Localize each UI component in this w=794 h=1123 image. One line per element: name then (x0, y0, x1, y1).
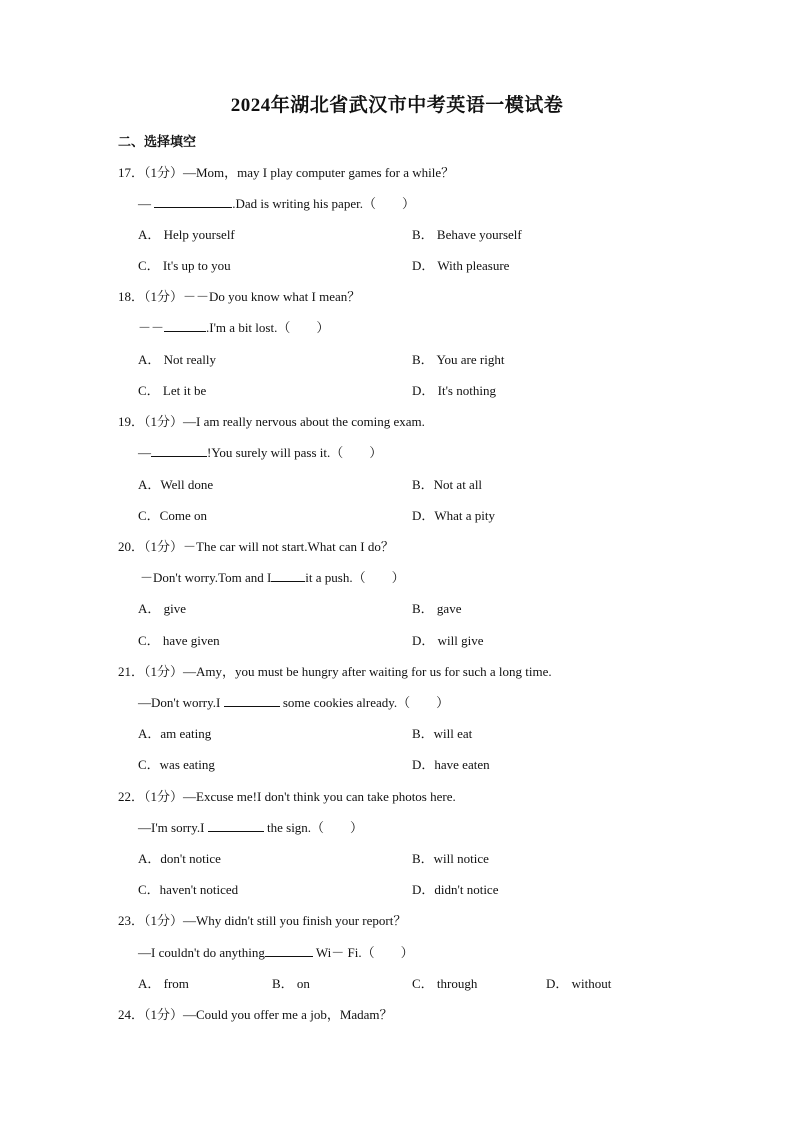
question-22-option-d[interactable]: D．didn't notice (412, 882, 499, 897)
question-23-option-d[interactable]: D． without (546, 976, 612, 991)
question-18-option-d[interactable]: D． It's nothing (412, 383, 496, 398)
question-21-option-d[interactable]: D．have eaten (412, 757, 490, 772)
question-23-stem: 23．（1分）—Why didn't still you finish your report？ (118, 913, 407, 928)
answer-blank (208, 819, 264, 832)
question-22-reply: —I'm sorry.I the sign.（ ） (138, 820, 364, 835)
question-21-stem: 21．（1分）—Amy，you must be hungry after waiting for us for such a long time. (118, 664, 552, 679)
question-21-option-c[interactable]: C．was eating (138, 757, 215, 772)
question-17-option-c[interactable]: C． It's up to you (138, 258, 231, 273)
section-heading: 二、选择填空 (118, 135, 197, 150)
question-22-option-a[interactable]: A．don't notice (138, 851, 221, 866)
question-19-option-a[interactable]: A．Well done (138, 477, 214, 492)
question-20-reply: －Don't worry.Tom and I it a push.（ ） (140, 570, 405, 585)
question-17-option-b[interactable]: B． Behave yourself (412, 227, 522, 242)
question-21-option-b[interactable]: B．will eat (412, 726, 473, 741)
question-17-option-a[interactable]: A． Help yourself (138, 227, 235, 242)
question-20-option-c[interactable]: C． have given (138, 633, 220, 648)
question-17-stem: 17．（1分）—Mom，may I play computer games for a while？ (118, 165, 455, 180)
question-20-option-a[interactable]: A． give (138, 601, 187, 616)
question-20-option-b[interactable]: B． gave (412, 601, 462, 616)
question-21-option-a[interactable]: A．am eating (138, 726, 212, 741)
page-title: 2024年湖北省武汉市中考英语一模试卷 (230, 95, 564, 116)
question-23-option-c[interactable]: C． through (412, 976, 478, 991)
question-19-reply: — !You surely will pass it.（ ） (138, 445, 383, 460)
question-18-option-b[interactable]: B． You are right (412, 352, 505, 367)
question-22-option-c[interactable]: C．haven't noticed (138, 882, 239, 897)
question-22-option-b[interactable]: B．will notice (412, 851, 489, 866)
question-18-option-a[interactable]: A． Not really (138, 352, 216, 367)
question-19-stem: 19．（1分）—I am really nervous about the coming exam. (118, 414, 425, 429)
answer-blank (271, 569, 305, 582)
question-23-option-b[interactable]: B． on (272, 976, 310, 991)
question-18-stem: 18．（1分）－－Do you know what I mean？ (118, 289, 361, 304)
question-21-reply: —Don't worry.I some cookies already.（ ） (138, 695, 450, 710)
question-19-option-c[interactable]: C．Come on (138, 508, 207, 523)
question-17-option-d[interactable]: D． With pleasure (412, 258, 510, 273)
question-20-option-d[interactable]: D． will give (412, 633, 484, 648)
question-18-option-c[interactable]: C． Let it be (138, 383, 207, 398)
answer-blank (224, 694, 280, 707)
question-20-stem: 20．（1分）－The car will not start.What can I do？ (118, 539, 394, 554)
answer-blank (154, 195, 232, 208)
question-18-reply: －－ .I'm a bit lost.（ ） (138, 320, 330, 335)
answer-blank (151, 444, 207, 457)
question-22-stem: 22．（1分）—Excuse me!I don't think you can take photos here. (118, 789, 456, 804)
question-19-option-b[interactable]: B．Not at all (412, 477, 483, 492)
answer-blank (164, 319, 206, 332)
question-24-stem: 24．（1分）—Could you offer me a job，Madam？ (118, 1007, 393, 1022)
answer-blank (265, 944, 313, 957)
question-23-option-a[interactable]: A． from (138, 976, 189, 991)
question-19-option-d[interactable]: D．What a pity (412, 508, 496, 523)
question-23-reply: —I couldn't do anything Wi－ Fi.（ ） (138, 945, 414, 960)
question-17-reply: — .Dad is writing his paper.（ ） (138, 196, 415, 211)
